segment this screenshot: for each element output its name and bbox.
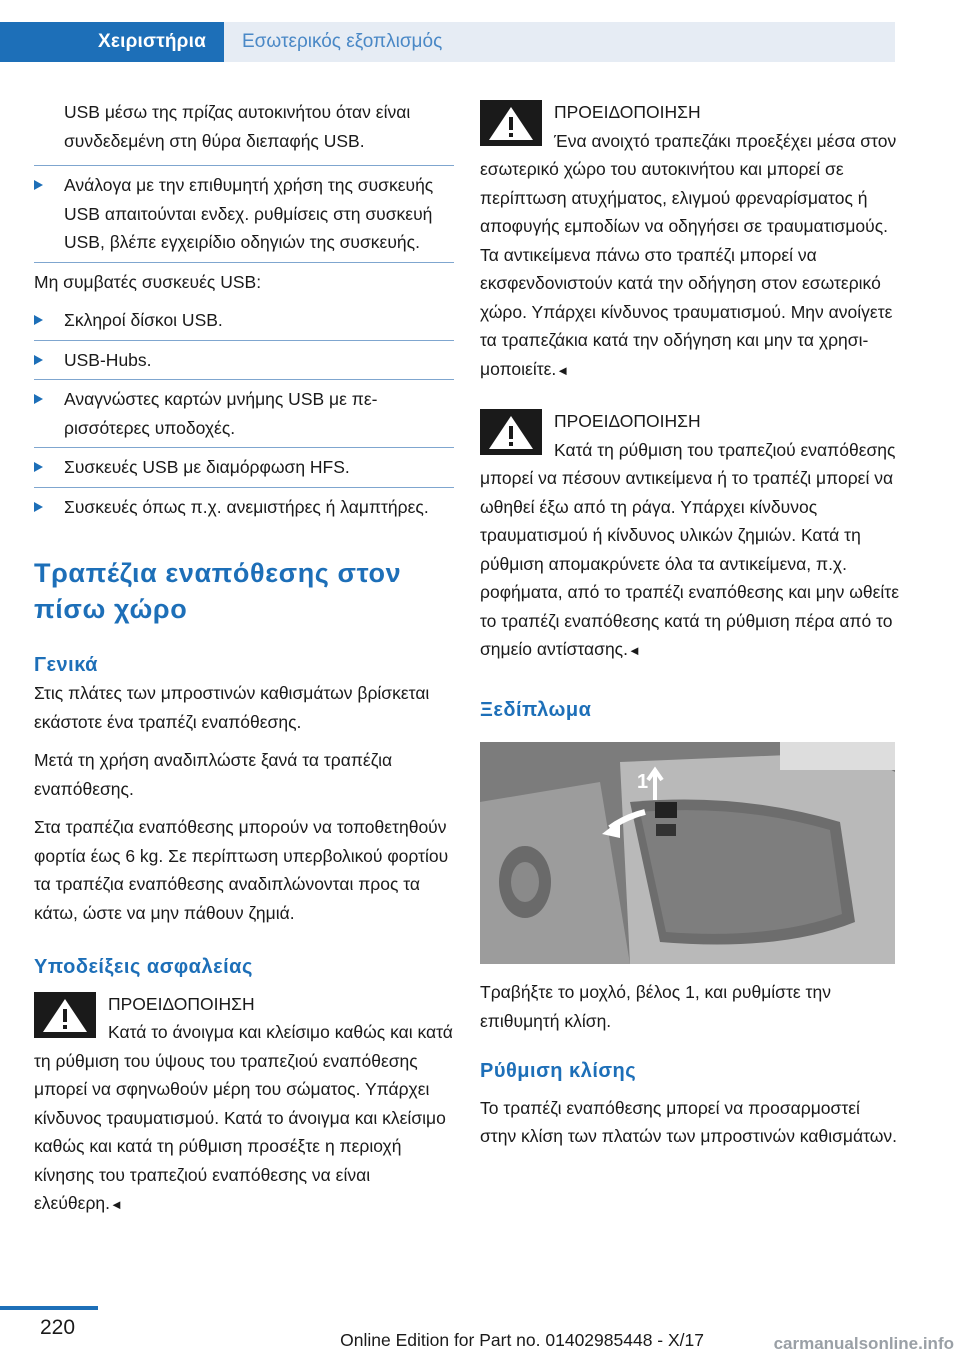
warning-icon [34, 992, 96, 1038]
warning-box [480, 407, 900, 666]
triangle-bullet-icon [34, 502, 43, 512]
tray-table-illustration [480, 742, 895, 964]
list-item [34, 453, 454, 482]
warning-heading: ΠΡΟΕΙΔΟΠΟΙΗΣΗ [554, 102, 701, 122]
tilt-text: Το τραπέζι εναπόθεσης μπορεί να προσαρμοστεί στην κλίση των πλατών των μπροστινών καθισμάτων. [480, 1097, 898, 1146]
section-tab: Εσωτερικός εξοπλισμός [224, 22, 895, 62]
chapter-tab: Χειριστήρια [0, 22, 224, 62]
footer-rule [0, 1306, 98, 1310]
warning-text: Ένα ανοιχτό τραπεζάκι προεξέχει μέσα στον εσωτερικό χώρο του αυτοκινήτου και μπορεί σε περίπτωση ατυχήματος, ελιγμού φρεναρίσματος ή αποφυγής εμποδίων να οδηγήσει σε τραυματισμούς. Τα αντικείμενα πάνω στο τραπέζι μπορεί να εκσφενδονιστούν κατά την οδήγηση στον εσωτερικό χώρο. Υπάρχει κίνδυνος τραυματισμού. Μην ανοίγετε τα τραπεζάκια κατά την οδήγηση και μην τα χρησιμοποιείτε. [480, 130, 897, 379]
warning-icon [480, 100, 542, 146]
incompatible-list [34, 306, 454, 521]
divider [34, 262, 454, 263]
usb-continued-text: USB μέσω της πρίζας αυτοκινήτου όταν είναι συνδεδεμένη στη θύρα διεπαφής USB. [64, 102, 411, 151]
left-column [34, 98, 454, 1238]
list-item [34, 493, 454, 522]
divider [34, 165, 454, 166]
end-mark: ◄ [627, 643, 641, 658]
incompatible-intro: Μη συμβατές συσκευές USB: [34, 271, 262, 292]
divider [34, 447, 454, 448]
watermark: carmanualsonline.info [773, 1334, 954, 1353]
list-item-text: Ανάλογα με την επιθυμητή χρήση της συσκευής USB απαιτούνται ενδεχ. ρυθμίσεις στη συσκευή USB, βλέπε εγχειρίδιο οδηγιών της συσκευής. [64, 175, 434, 252]
list-item [34, 385, 454, 442]
list-item [34, 306, 454, 335]
triangle-bullet-icon [34, 315, 43, 325]
unfold-text: Τραβήξτε το μοχλό, βέλος 1, και ρυθμίστε την επιθυμητή κλίση. [480, 982, 831, 1031]
triangle-bullet-icon [34, 355, 43, 365]
tray-table-figure [480, 742, 895, 964]
warning-text: Κατά το άνοιγμα και κλείσιμο καθώς και κατά τη ρύθμιση του ύψους του τραπεζιού εναπόθεσης μπορεί να σφηνωθούν μέρη του σώματος. Υπάρχει κίνδυνος τραυματισμού. Κατά το άνοιγμα και κλείσιμο καθώς και κατά τη ρύθμιση προσέξτε η περιοχή κίνησης του τραπεζιού εναπόθεσης να είναι ελεύθερη. [34, 1022, 453, 1213]
right-column [480, 98, 900, 1161]
divider [34, 487, 454, 488]
end-mark: ◄ [110, 1197, 123, 1212]
general-paragraph: Μετά τη χρήση αναδιπλώστε ξανά τα τραπέζια εναπόθεσης. [34, 750, 393, 799]
general-paragraph: Στις πλάτες των μπροστινών καθισμάτων βρίσκεται εκάστοτε ένα τραπέζι εναπόθεσης. [34, 683, 430, 732]
warning-box [34, 990, 454, 1220]
triangle-bullet-icon [34, 462, 43, 472]
section-title: Τραπέζια εναπόθεσης στον πίσω χώρο [34, 558, 402, 624]
list-item-text: USB-Hubs. [64, 349, 152, 370]
end-mark: ◄ [556, 362, 570, 378]
unfold-title: Ξεδίπλωμα [480, 698, 592, 721]
list-item-text: Συσκευές όπως π.χ. ανεμιστήρες ή λαμπτήρες. [64, 496, 429, 517]
divider [34, 379, 454, 380]
figure-callout: 1 [637, 771, 649, 793]
triangle-bullet-icon [34, 180, 43, 190]
triangle-bullet-icon [34, 394, 43, 404]
warning-text: Κατά τη ρύθμιση του τραπεζιού εναπόθεσης μπορεί να πέσουν αντικείμενα ή το τραπέζι μπορεί να ωθηθεί έξω από τη ράγα. Υπάρχει κίνδυνος τραυματισμού ή κίνδυνος υλικών ζημιών. Κατά τη ρύθμιση απομακρύνετε όλα τα αντικείμενα, π.χ. ροφήματα, από το τραπέζι εναπόθεσης και μην ωθείτε το τραπέζι εναπόθεσης κατά τη ρύθμιση πέρα από το σημείο αντίστασης. [480, 439, 900, 659]
general-paragraph: Στα τραπέζια εναπόθεσης μπορούν να τοποθετηθούν φορτία έως 6 kg. Σε περίπτωση υπερβολικού φορτίου τα τραπέζια εναπόθεσης αναδιπλώνονται προς τα κάτω, ώστε να μην πάθουν ζημιά. [34, 817, 449, 923]
safety-title: Υποδείξεις ασφαλείας [34, 956, 253, 978]
list-item-text: Αναγνώστες καρτών μνήμης USB με περισσότερες υποδοχές. [64, 389, 378, 438]
divider [34, 340, 454, 341]
edition-note: Online Edition for Part no. 01402985448 - X/17 [340, 1330, 704, 1350]
list-item [34, 171, 454, 257]
usb-note-list [34, 171, 454, 257]
warning-heading: ΠΡΟΕΙΔΟΠΟΙΗΣΗ [108, 993, 255, 1014]
general-title: Γενικά [34, 654, 98, 676]
warning-icon [480, 409, 542, 455]
warning-heading: ΠΡΟΕΙΔΟΠΟΙΗΣΗ [554, 411, 701, 431]
tilt-title: Ρύθμιση κλίσης [480, 1060, 637, 1082]
list-item-text: Σκληροί δίσκοι USB. [64, 310, 223, 330]
chapter-header [0, 0, 895, 62]
list-item-text: Συσκευές USB με διαμόρφωση HFS. [64, 457, 350, 477]
page-number: 220 [40, 1316, 76, 1339]
list-item [34, 346, 454, 375]
warning-box [480, 98, 900, 385]
